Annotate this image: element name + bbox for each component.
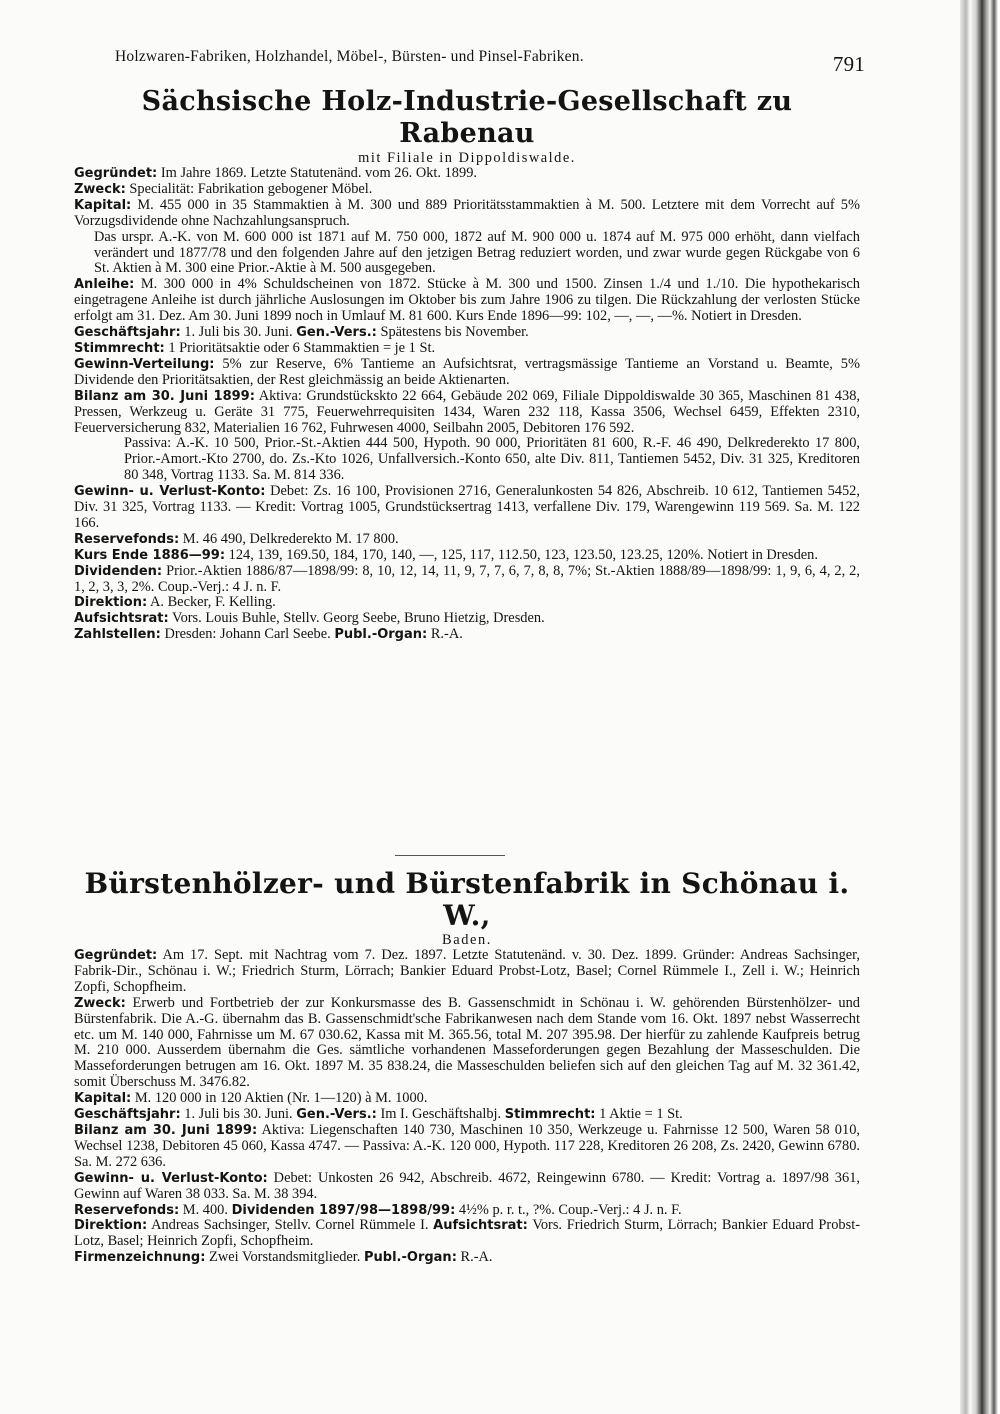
entry-label: Dividenden: — [74, 563, 163, 579]
entry-label: Direktion: — [74, 595, 148, 611]
entry-text-2: Vors. Friedrich Sturm, Lörrach; Bankier Eduard Probst-Lotz, Basel; Heinrich Zopfi, Schopfheim. — [74, 1217, 860, 1250]
entry-text: M. 455 000 in 35 Stammaktien à M. 300 und 889 Prioritätsstammaktien à M. 500. Letztere mit dem Vorrecht auf 5% Vorzugsdividende ohne Nachzahlungsanspruch. — [74, 196, 860, 229]
entry-gewinn-verlust — [74, 1171, 860, 1203]
entry-label: Kurs Ende 1886—99: — [74, 547, 226, 563]
entry-label-2: Publ.-Organ: — [334, 627, 428, 643]
entry-stimmrecht — [74, 341, 860, 357]
entry-geschaeftsjahr — [74, 1107, 860, 1123]
entry-bilanz — [74, 1123, 860, 1171]
entry-extra: Passiva: A.-K. 10 500, Prior.-St.-Aktien 444 500, Hypoth. 90 000, Prioritäten 81 600, R.-F. 46 490, Delkrederekto 17 800, Prior.-Amort.-Kto 2700, do. Zs.-Kto 1026, Unfallversich.-Konto 650, alte Div. 811, Tantiemen 5452, Div. 31 325, Kreditoren 80 348, Vortrag 1133. Sa. M. 814 336. — [124, 435, 860, 484]
entry-text-2: R.-A. — [460, 1249, 493, 1266]
entry-direktion — [74, 595, 860, 611]
entry-reservefonds — [74, 532, 860, 548]
entry-label-2: Publ.-Organ: — [364, 1250, 457, 1266]
entry-text-2: Im I. Geschäftshalbj. — [380, 1106, 502, 1123]
entry-text-3: 1 Aktie = 1 St. — [599, 1106, 683, 1123]
entry-text: 1. Juli bis 30. Juni. — [184, 1106, 293, 1123]
entry-zweck — [74, 182, 860, 198]
company-subtitle: Baden. — [442, 932, 492, 948]
entry-label: Firmenzeichnung: — [74, 1250, 206, 1266]
entry-firmenzeichnung — [74, 1250, 860, 1266]
entry-text-2: 4½% p. r. t., ?%. Coup.-Verj.: 4 J. n. F. — [458, 1201, 682, 1218]
running-head — [115, 48, 865, 76]
company-title: Bürstenhölzer- und Bürstenfabrik in Schönau i. W., — [84, 867, 850, 932]
entry-dividenden — [74, 564, 860, 596]
entry-text: Erwerb und Fortbetrieb der zur Konkursmasse des B. Gassenschmidt in Schönau i. W. gehörenden Bürstenhölzer- und Bürstenfabrik. Die A.-G. übernahm das B. Gassenschmidt'sche Fabrikanwesen nach dem Stande vom 16. Okt. 1897 nebst Wasserrecht etc. um M. 140 000, Fahrnisse um M. 67 030.62, Kassa mit M. 365.56, total M. 207 395.98. Der hierfür zu zahlende Kaufpreis betrug M. 210 000. Ausserdem übernahm die Ges. sämtliche vorhandenen Masseforderungen gegen Bezahlung der Masseschulden. Die Masseforderungen betrugen am 16. Okt. 1897 M. 35 838.24, die Masseschulden beliefen sich auf den gleichen Tag auf M. 32 361.42, somit Überschuss M. 3476.82. — [74, 994, 860, 1091]
entry-label-2: Dividenden 1897/98—1898/99: — [231, 1202, 456, 1218]
entry-text: Debet: Unkosten 26 942, Abschreib. 4672, Reingewinn 6780. — Kredit: Vortrag a. 1897/98 361, Gewinn auf Waren 38 033. Sa. M. 38 394. — [74, 1169, 860, 1202]
book-spine-edge — [960, 0, 1000, 1414]
entry-label: Geschäftsjahr: — [74, 325, 181, 341]
entry-label: Gegründet: — [74, 948, 158, 963]
entry-label-2: Gen.-Vers.: — [296, 1107, 377, 1123]
entry-kapital — [74, 1091, 860, 1107]
entry-zweck — [74, 996, 860, 1091]
entry-label-3: Stimmrecht: — [504, 1107, 596, 1123]
entry-aufsichtsrat — [74, 611, 860, 627]
entry-text: Zwei Vorstandsmitglieder. — [209, 1249, 361, 1266]
entry-label: Kapital: — [74, 197, 132, 213]
entry-label: Zahlstellen: — [74, 627, 161, 643]
entry-geschaeftsjahr — [74, 325, 860, 341]
entry-text: Im Jahre 1869. Letzte Statutenänd. vom 26. Okt. 1899. — [160, 165, 477, 181]
entry-label-2: Aufsichtsrat: — [433, 1218, 528, 1234]
entry-label: Reservefonds: — [74, 1202, 180, 1218]
company-entry-schoenau — [74, 868, 860, 1266]
entry-label: Kapital: — [74, 1091, 132, 1107]
entry-direktion — [74, 1218, 860, 1250]
company-subtitle: mit Filiale in Dippoldiswalde. — [358, 150, 576, 166]
entry-label: Direktion: — [74, 1218, 148, 1234]
entry-text: Prior.-Aktien 1886/87—1898/99: 8, 10, 12, 14, 11, 9, 7, 7, 6, 7, 8, 8, 7%; St.-Aktien 1888/89—1898/99: 1, 9, 6, 4, 2, 2, 1, 2, 3, 3, 2%. Coup.-Verj.: 4 J. n. F. — [74, 562, 860, 595]
running-title: Holzwaren-Fabriken, Holzhandel, Möbel-, Bürsten- und Pinsel-Fabriken. — [115, 48, 584, 65]
entry-label: Gewinn- u. Verlust-Konto: — [74, 484, 266, 500]
entry-text: A. Becker, F. Kelling. — [150, 594, 276, 611]
entry-label: Gegründet: — [74, 166, 158, 181]
entry-text: 1 Prioritätsaktie oder 6 Stammaktien = je 1 St. — [168, 339, 436, 356]
entry-text: M. 400. — [182, 1201, 228, 1218]
entry-label: Stimmrecht: — [74, 340, 165, 356]
entry-reservefonds — [74, 1203, 860, 1219]
entry-text-2: Spätestens bis November. — [380, 324, 529, 341]
entry-zahlstellen — [74, 627, 860, 643]
entry-label: Zweck: — [74, 995, 126, 1011]
entry-text: Specialität: Fabrikation gebogener Möbel. — [129, 180, 373, 197]
entry-text: 5% zur Reserve, 6% Tantieme an Aufsichtsrat, vertragsmässige Tantieme an Vorstand u. Beamte, 5% Dividende den Prioritätsaktien, der Rest gleichmässig an beide Aktienarten. — [74, 355, 860, 388]
entry-text-2: R.-A. — [430, 626, 463, 643]
entry-kurs — [74, 548, 860, 564]
entry-gewinn-verteilung — [74, 357, 860, 389]
entry-label-2: Gen.-Vers.: — [296, 325, 377, 341]
entry-text: M. 120 000 in 120 Aktien (Nr. 1—120) à M. 1000. — [134, 1090, 428, 1107]
entry-text: Dresden: Johann Carl Seebe. — [164, 626, 331, 643]
company-title: Sächsische Holz-Industrie-Gesellschaft zu Rabenau — [141, 86, 793, 149]
entry-label: Reservefonds: — [74, 531, 180, 547]
company-entry-rabenau — [74, 86, 860, 643]
entry-extra: Das urspr. A.-K. von M. 600 000 ist 1871 auf M. 750 000, 1872 auf M. 900 000 u. 1874 auf M. 975 000 erhöht, dann vielfach verändert und 1877/78 und den folgenden Jahre auf den jetzigen Betrag reduziert worden, und zwar wurde gegen Rückgabe von 6 St. Aktien à M. 300 eine Prior.-Aktie à M. 500 ausgegeben. — [94, 228, 860, 277]
entry-gewinn-verlust — [74, 484, 860, 532]
entry-text: M. 300 000 in 4% Schuldscheinen von 1872. Stücke à M. 300 und 1500. Zinsen 1./4 und 1./10. Die hypothekarisch eingetragene Anleihe ist durch jährliche Auslosungen im Oktober bis zum Jahre 1906 zu tilgen. Die Rückzahlung der verlosten Stücke erfolgt am 31. Dez. Am 30. Juni 1899 noch in Umlauf M. 81 600. Kurs Ende 1896—99: 102, —, —, —%. Notiert in Dresden. — [74, 276, 861, 325]
entry-kapital — [74, 198, 860, 278]
entry-label: Bilanz am 30. Juni 1899: — [74, 1122, 258, 1138]
entry-text: Am 17. Sept. mit Nachtrag vom 7. Dez. 1897. Letzte Statutenänd. v. 30. Dez. 1899. Gründer: Andreas Sachsinger, Fabrik-Dir., Schönau i. W.; Friedrich Sturm, Lörrach; Bankier Eduard Probst-Lotz, Basel; Cornel Rümmele I., Zell i. W.; Heinrich Zopfi, Schopfheim. — [74, 947, 860, 995]
entry-gegruendet — [74, 166, 860, 182]
entry-text: Aktiva: Liegenschaften 140 730, Maschinen 10 350, Werkzeuge u. Fahrnisse 12 500, Waren 58 010, Wechsel 1238, Debitoren 45 060, Kassa 4747. — Passiva: A.-K. 120 000, Hypoth. 117 228, Kreditoren 26 208, Zs. 2420, Gewinn 6780. Sa. M. 272 636. — [74, 1121, 860, 1170]
entry-anleihe — [74, 277, 860, 325]
entry-text: Aktiva: Grundstückskto 22 664, Gebäude 202 069, Filiale Dippoldiswalde 30 365, Maschinen 81 438, Pressen, Werkzeug u. Geräte 31 775, Feuerwehrrequisiten 1434, Waren 232 118, Kassa 3506, Wechsel 6459, Effekten 2310, Feuerversicherung 832, Materialien 16 762, Fuhrwesen 4000, Seilbahn 2005, Debitoren 176 592. — [74, 387, 860, 436]
entry-text: Andreas Sachsinger, Stellv. Cornel Rümmele I. — [151, 1217, 429, 1234]
entry-text: Vors. Louis Buhle, Stellv. Georg Seebe, Bruno Hietzig, Dresden. — [172, 610, 545, 627]
entry-gegruendet — [74, 948, 860, 996]
entry-label: Anleihe: — [74, 277, 135, 293]
page-number: 791 — [832, 52, 865, 76]
entry-text: 124, 139, 169.50, 184, 170, 140, —, 125, 117, 112.50, 123, 123.50, 123.25, 120%. Notiert in Dresden. — [228, 546, 818, 563]
entry-text: M. 46 490, Delkrederekto M. 17 800. — [182, 530, 399, 547]
entry-bilanz — [74, 389, 860, 484]
entry-label: Gewinn- u. Verlust-Konto: — [74, 1170, 268, 1186]
section-divider — [395, 855, 505, 856]
entry-text: 1. Juli bis 30. Juni. — [184, 324, 293, 341]
entry-label: Bilanz am 30. Juni 1899: — [74, 388, 255, 404]
entry-text: Debet: Zs. 16 100, Provisionen 2716, Generalunkosten 54 826, Abschreib. 10 612, Tantiemen 5452, Div. 31 325, Vortrag 1133. — Kredit: Vortrag 1005, Grundstücksertrag 1413, verfallene Div. 179, Warengewinn 119 569. Sa. M. 122 166. — [74, 483, 860, 531]
entry-label: Aufsichtsrat: — [74, 611, 169, 627]
entry-label: Geschäftsjahr: — [74, 1107, 181, 1123]
entry-label: Zweck: — [74, 181, 126, 197]
entry-label: Gewinn-Verteilung: — [74, 356, 215, 372]
